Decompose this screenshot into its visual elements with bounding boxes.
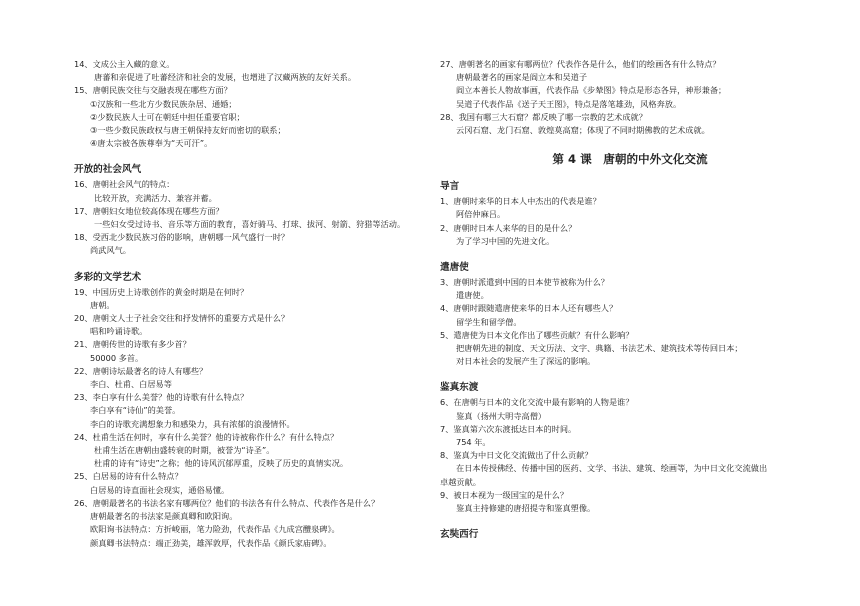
answer-line: 遣唐使。: [456, 290, 489, 301]
answer-line: 阎立本善长人物故事画，代表作品《步辇图》特点是形态各异，神形兼备；: [456, 85, 727, 96]
question-line: 28、我国有哪三大石窟？都反映了哪一宗教的艺术成就？: [440, 111, 647, 122]
answer-line: 一些妇女受过诗书、音乐等方面的教育，喜好骑马、打球、拔河、射箭、狩猎等活动。: [94, 219, 406, 230]
answer-line: 杜甫生活在唐朝由盛转衰的时期，被誉为“诗圣”。: [94, 445, 275, 456]
answer-line: 754 年。: [456, 437, 491, 448]
answer-line: 在日本传授佛经、传播中国的医药、文学、书法、建筑、绘画等，为中日文化交流做出: [456, 463, 768, 474]
answer-line: 云冈石窟、龙门石窟、敦煌莫高窟；体现了不同时期佛教的艺术成就。: [456, 125, 710, 136]
question-line: 18、受西北少数民族习俗的影响，唐朝哪一风气盛行一时？: [74, 232, 290, 243]
answer-line: 颜真卿书法特点：端正劲美，雄浑敦厚，代表作品《颜氏家庙碑》。: [90, 537, 332, 548]
answer-line: ②少数民族人士可在朝廷中担任重要官职；: [90, 111, 245, 122]
question-line: 3、唐朝时派遣到中国的日本使节被称为什么？: [440, 277, 609, 288]
question-line: 6、在唐朝与日本的文化交流中最有影响的人物是谁？: [440, 397, 634, 408]
section-heading: 玄奘西行: [440, 529, 479, 541]
question-line: 14、文成公主入藏的意义。: [74, 59, 175, 69]
answer-line: ①汉族和一些北方少数民族杂居、通婚；: [90, 98, 237, 109]
answer-line: 欧阳询书法特点：方折峻丽，笔力险劲，代表作品《九成宫醴泉碑》。: [90, 524, 340, 535]
answer-line: 唐朝最著名的画家是阎立本和吴道子: [456, 72, 588, 83]
question-line: 16、唐朝社会风气的特点：: [74, 179, 175, 190]
answer-line: 唐朝最著名的书法家是颜真卿和欧阳询。: [90, 511, 238, 522]
answer-line: ④唐太宗被各族尊奉为“天可汗”。: [90, 138, 213, 149]
answer-line: 鉴真主持修建的唐招提寺和鉴真塑像。: [456, 503, 596, 514]
lesson-title: 第 4 课 唐朝的中外文化交流: [552, 152, 708, 167]
question-line: 7、鉴真第六次东渡抵达日本的时间。: [440, 423, 577, 434]
answer-line: 唱和吟诵诗歌。: [90, 326, 148, 337]
section-heading: 导言: [440, 181, 460, 193]
answer-line: 李白享有“诗仙”的美誉。: [90, 405, 181, 416]
answer-line: 把唐朝先进的制度、天文历法、文字、典籍、书法艺术、建筑技术等传回日本；: [456, 343, 743, 354]
question-line: 21、唐朝传世的诗歌有多少首？: [74, 339, 191, 350]
question-line: 24、杜甫生活在何时，享有什么美誉？他的诗被称作什么？有什么特点？: [74, 431, 339, 442]
answer-line: 对日本社会的发展产生了深远的影响。: [456, 356, 596, 367]
left-column: [74, 58, 424, 550]
answer-line: 李白、杜甫、白居易等: [90, 379, 172, 390]
question-line: 8、鉴真为中日文化交流做出了什么贡献？: [440, 450, 593, 461]
section-heading: 遣唐使: [440, 262, 469, 274]
question-line: 27、唐朝著名的画家有哪两位？代表作各是什么，他们的绘画各有什么特点？: [440, 59, 721, 69]
section-heading: 鉴真东渡: [440, 382, 479, 394]
question-line: 22、唐朝诗坛最著名的诗人有哪些？: [74, 365, 208, 376]
question-line: 19、中国历史上诗歌创作的黄金时期是在何时？: [74, 286, 249, 297]
question-line: 25、白居易的诗有什么特点？: [74, 471, 183, 482]
answer-line: 吴道子代表作品《送子天王图》，特点是落笔雄劲，风格奔放。: [456, 98, 682, 109]
question-line: 5、遣唐使为日本文化作出了哪些贡献？有什么影响？: [440, 329, 634, 340]
question-line: 26、唐朝最著名的书法名家有哪两位？他们的书法各有什么特点、代表作各是什么？: [74, 497, 380, 508]
section-heading: 多彩的文学艺术: [74, 271, 142, 283]
answer-line: 阿倍仲麻吕。: [456, 209, 506, 220]
answer-line: ③一些少数民族政权与唐王朝保持友好而密切的联系；: [90, 125, 286, 136]
question-line: 20、唐朝文人士子社会交往和抒发情怀的重要方式是什么？: [74, 313, 290, 324]
answer-line: 50000 多首。: [90, 352, 144, 363]
question-line: 17、唐朝妇女地位较高体现在哪些方面？: [74, 205, 224, 216]
question-line: 2、唐朝时日本人来华的目的是什么？: [440, 222, 577, 233]
answer-line: 李白的诗歌充满想象力和感染力，具有浓郁的浪漫情怀。: [90, 418, 295, 429]
section-heading: 开放的社会风气: [74, 164, 142, 176]
answer-line: 白居易的诗直面社会现实，通俗易懂。: [90, 484, 230, 495]
answer-line: 鉴真（扬州大明寺高僧）: [456, 410, 547, 421]
answer-line: 唐蕃和亲促进了吐蕃经济和社会的发展，也增进了汉藏两族的友好关系。: [94, 72, 357, 83]
right-column: [440, 58, 800, 543]
question-line: 9、被日本视为一级国宝的是什么？: [440, 489, 569, 500]
answer-line: 比较开放，充满活力、兼容并蓄。: [94, 192, 217, 203]
answer-line: 留学生和留学僧。: [456, 316, 522, 327]
answer-line: 尚武风气。: [90, 245, 131, 256]
answer-line: 杜甫的诗有“诗史”之称；他的诗风沉郁厚重，反映了历史的真情实况。: [94, 458, 349, 469]
question-line: 1、唐朝时来华的日本人中杰出的代表是谁？: [440, 196, 601, 207]
answer-line: 唐朝。: [90, 299, 115, 310]
question-line: 23、李白享有什么美誉？他的诗歌有什么特点？: [74, 392, 249, 403]
answer-line: 为了学习中国的先进文化。: [456, 235, 555, 246]
question-line: 卓越贡献。: [440, 476, 481, 487]
question-line: 15、唐朝民族交往与交融表现在哪些方面？: [74, 85, 232, 96]
question-line: 4、唐朝时跟随遣唐使来华的日本人还有哪些人？: [440, 303, 618, 314]
